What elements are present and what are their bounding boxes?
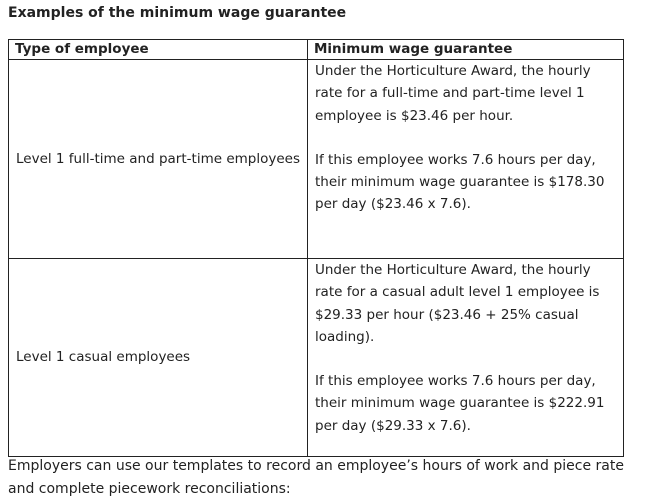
page-title: Examples of the minimum wage guarantee xyxy=(8,5,347,21)
column-header-type: Type of employee xyxy=(9,40,308,60)
wage-guarantee-cell xyxy=(308,60,624,259)
table-row xyxy=(9,60,624,259)
hourly-rate-text: Under the Horticulture Award, the hourly rate for a full-time and part-time level 1 employee is $23.46 per hour. xyxy=(315,63,591,124)
table-row xyxy=(9,259,624,457)
footer-paragraph: Employers can use our templates to record an employee’s hours of work and piece rate and complete piecework reconciliations: xyxy=(8,458,624,497)
table-header-row xyxy=(9,40,624,60)
daily-guarantee-text: If this employee works 7.6 hours per day, their minimum wage guarantee is $222.91 per day ($29.33 x 7.6). xyxy=(315,373,605,434)
column-header-guarantee: Minimum wage guarantee xyxy=(308,40,624,60)
wage-guarantee-cell xyxy=(308,259,624,457)
minimum-wage-table xyxy=(8,39,624,457)
employee-type-cell: Level 1 casual employees xyxy=(9,259,308,457)
daily-guarantee-text: If this employee works 7.6 hours per day, their minimum wage guarantee is $178.30 per day ($23.46 x 7.6). xyxy=(315,151,605,213)
employee-type-cell: Level 1 full-time and part-time employees xyxy=(9,60,308,259)
hourly-rate-text: Under the Horticulture Award, the hourly rate for a casual adult level 1 employee is $29.33 per hour ($23.46 + 25% casual loading). xyxy=(315,262,600,345)
